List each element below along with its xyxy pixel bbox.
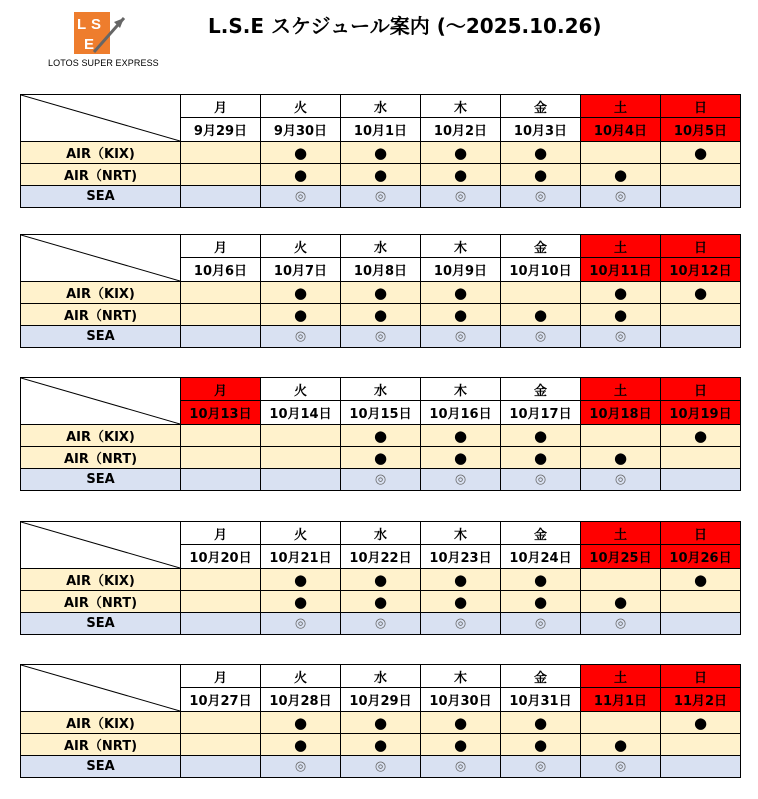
schedule-cell: ◎: [341, 469, 421, 491]
weekday-header: 日: [661, 378, 741, 401]
schedule-cell: ●: [501, 142, 581, 164]
schedule-cell: ●: [661, 282, 741, 304]
schedule-cell: ●: [261, 591, 341, 613]
date-header: 10月29日: [341, 688, 421, 712]
schedule-cell: ●: [341, 304, 421, 326]
schedule-cell: [661, 591, 741, 613]
schedule-cell: ●: [421, 304, 501, 326]
service-label: AIR（KIX): [21, 712, 181, 734]
schedule-cell: ●: [421, 734, 501, 756]
date-header: 10月16日: [421, 401, 501, 425]
schedule-cell: [661, 734, 741, 756]
schedule-table-week-1: [20, 94, 741, 208]
weekday-header: 水: [341, 665, 421, 688]
weekday-header: 金: [501, 95, 581, 118]
weekday-header: 月: [181, 95, 261, 118]
schedule-cell: ●: [421, 425, 501, 447]
weekday-header: 水: [341, 378, 421, 401]
schedule-cell: [181, 326, 261, 348]
schedule-cell: [581, 425, 661, 447]
weekday-header: 水: [341, 95, 421, 118]
weekday-header: 金: [501, 378, 581, 401]
weekday-header: 火: [261, 235, 341, 258]
date-header: 10月17日: [501, 401, 581, 425]
date-header: 10月18日: [581, 401, 661, 425]
schedule-cell: [181, 569, 261, 591]
weekday-header: 木: [421, 522, 501, 545]
date-header: 11月2日: [661, 688, 741, 712]
weekday-header: 木: [421, 235, 501, 258]
schedule-cell: [181, 186, 261, 208]
schedule-cell: ●: [421, 447, 501, 469]
service-label: AIR（NRT): [21, 447, 181, 469]
weekday-header: 月: [181, 235, 261, 258]
schedule-cell: ◎: [261, 326, 341, 348]
weekday-header: 日: [661, 665, 741, 688]
service-row: [21, 186, 741, 208]
schedule-cell: ◎: [261, 756, 341, 778]
schedule-cell: ◎: [341, 186, 421, 208]
date-header: 10月25日: [581, 545, 661, 569]
schedule-cell: ●: [421, 569, 501, 591]
date-header: 10月21日: [261, 545, 341, 569]
schedule-table-week-3: [20, 377, 741, 491]
date-header: 10月15日: [341, 401, 421, 425]
date-header: 10月11日: [581, 258, 661, 282]
date-header: 9月30日: [261, 118, 341, 142]
schedule-cell: ●: [261, 569, 341, 591]
schedule-cell: ●: [661, 425, 741, 447]
service-row: [21, 469, 741, 491]
schedule-cell: ●: [341, 734, 421, 756]
schedule-cell: [661, 304, 741, 326]
schedule-cell: ◎: [341, 756, 421, 778]
schedule-cell: ◎: [501, 186, 581, 208]
schedule-cell: ●: [581, 447, 661, 469]
weekday-header: 金: [501, 665, 581, 688]
schedule-cell: [181, 734, 261, 756]
schedule-cell: [661, 447, 741, 469]
weekday-header: 日: [661, 235, 741, 258]
date-header: 10月10日: [501, 258, 581, 282]
date-header: 10月20日: [181, 545, 261, 569]
service-row: [21, 326, 741, 348]
weekday-header: 火: [261, 522, 341, 545]
weekday-header: 日: [661, 95, 741, 118]
weekday-header: 木: [421, 95, 501, 118]
schedule-cell: ◎: [341, 326, 421, 348]
schedule-cell: ●: [501, 164, 581, 186]
corner-diagonal-cell: [21, 378, 181, 425]
schedule-cell: ●: [501, 569, 581, 591]
schedule-cell: ◎: [581, 756, 661, 778]
schedule-cell: ●: [261, 734, 341, 756]
schedule-cell: ●: [261, 304, 341, 326]
corner-diagonal-cell: [21, 235, 181, 282]
schedule-cell: ◎: [261, 186, 341, 208]
weekday-header: 日: [661, 522, 741, 545]
lse-logo-icon: [74, 12, 126, 54]
schedule-cell: ●: [341, 712, 421, 734]
schedule-cell: [261, 425, 341, 447]
date-header: 10月12日: [661, 258, 741, 282]
schedule-cell: [261, 469, 341, 491]
service-label: SEA: [21, 613, 181, 635]
schedule-cell: ◎: [581, 186, 661, 208]
schedule-cell: ◎: [581, 326, 661, 348]
service-row: [21, 734, 741, 756]
schedule-cell: ●: [341, 425, 421, 447]
date-header: 10月6日: [181, 258, 261, 282]
schedule-cell: ●: [661, 712, 741, 734]
schedule-cell: ◎: [421, 186, 501, 208]
schedule-cell: [181, 613, 261, 635]
weekday-header: 土: [581, 665, 661, 688]
date-header: 10月7日: [261, 258, 341, 282]
schedule-table-week-4: [20, 521, 741, 635]
weekday-header: 月: [181, 522, 261, 545]
corner-diagonal-cell: [21, 665, 181, 712]
date-header: 10月1日: [341, 118, 421, 142]
schedule-cell: ◎: [501, 613, 581, 635]
schedule-cell: ●: [501, 591, 581, 613]
date-header: 10月31日: [501, 688, 581, 712]
schedule-cell: ●: [341, 447, 421, 469]
schedule-table-week-5: [20, 664, 741, 778]
date-header: 10月8日: [341, 258, 421, 282]
schedule-cell: ●: [501, 304, 581, 326]
schedule-cell: [581, 569, 661, 591]
schedule-cell: ●: [421, 282, 501, 304]
schedule-cell: ◎: [421, 326, 501, 348]
date-header: 10月14日: [261, 401, 341, 425]
schedule-cell: ●: [581, 282, 661, 304]
schedule-cell: ●: [501, 447, 581, 469]
schedule-table-week-2: [20, 234, 741, 348]
date-header: 10月13日: [181, 401, 261, 425]
schedule-cell: ◎: [421, 756, 501, 778]
company-logo: [48, 12, 158, 72]
service-label: AIR（NRT): [21, 164, 181, 186]
schedule-cell: ●: [341, 591, 421, 613]
service-row: [21, 569, 741, 591]
schedule-cell: [181, 282, 261, 304]
weekday-header: 土: [581, 235, 661, 258]
date-header: 10月30日: [421, 688, 501, 712]
schedule-cell: ●: [581, 591, 661, 613]
service-label: SEA: [21, 756, 181, 778]
weekday-header: 金: [501, 235, 581, 258]
weekday-header: 火: [261, 665, 341, 688]
service-row: [21, 282, 741, 304]
schedule-cell: [181, 304, 261, 326]
date-header: 10月26日: [661, 545, 741, 569]
page-title: L.S.E スケジュール案内 (～2025.10.26): [208, 14, 602, 38]
schedule-cell: ●: [261, 712, 341, 734]
schedule-cell: ●: [421, 591, 501, 613]
schedule-cell: [181, 712, 261, 734]
schedule-cell: ●: [661, 142, 741, 164]
schedule-cell: [501, 282, 581, 304]
date-header: 10月4日: [581, 118, 661, 142]
schedule-cell: ◎: [501, 756, 581, 778]
service-row: [21, 142, 741, 164]
schedule-cell: ●: [341, 142, 421, 164]
schedule-cell: ◎: [421, 613, 501, 635]
schedule-cell: [181, 425, 261, 447]
schedule-cell: [661, 326, 741, 348]
weekday-header: 土: [581, 95, 661, 118]
schedule-cell: ●: [581, 164, 661, 186]
service-row: [21, 613, 741, 635]
service-label: AIR（KIX): [21, 142, 181, 164]
schedule-cell: ●: [421, 142, 501, 164]
schedule-cell: ●: [261, 164, 341, 186]
schedule-cell: [661, 613, 741, 635]
service-label: AIR（KIX): [21, 569, 181, 591]
svg-text:E: E: [84, 36, 95, 53]
schedule-cell: ◎: [501, 326, 581, 348]
service-label: AIR（NRT): [21, 734, 181, 756]
svg-text:S: S: [91, 16, 102, 33]
weekday-header: 木: [421, 378, 501, 401]
schedule-cell: [181, 164, 261, 186]
schedule-cell: [661, 186, 741, 208]
corner-diagonal-cell: [21, 95, 181, 142]
date-header: 10月22日: [341, 545, 421, 569]
schedule-cell: ◎: [581, 469, 661, 491]
schedule-cell: [181, 447, 261, 469]
schedule-cell: [181, 469, 261, 491]
schedule-cell: ●: [421, 712, 501, 734]
schedule-cell: ●: [501, 734, 581, 756]
schedule-cell: [661, 469, 741, 491]
schedule-cell: [581, 712, 661, 734]
date-header: 10月19日: [661, 401, 741, 425]
service-label: SEA: [21, 469, 181, 491]
schedule-cell: ◎: [501, 469, 581, 491]
date-header: 10月28日: [261, 688, 341, 712]
schedule-cell: ●: [421, 164, 501, 186]
schedule-cell: ●: [501, 712, 581, 734]
schedule-cell: ●: [661, 569, 741, 591]
weekday-header: 金: [501, 522, 581, 545]
schedule-cell: ◎: [421, 469, 501, 491]
service-row: [21, 425, 741, 447]
weekday-header: 月: [181, 378, 261, 401]
date-header: 10月2日: [421, 118, 501, 142]
schedule-cell: ◎: [261, 613, 341, 635]
date-header: 10月5日: [661, 118, 741, 142]
service-row: [21, 712, 741, 734]
schedule-cell: [261, 447, 341, 469]
weekday-header: 水: [341, 522, 421, 545]
weekday-header: 土: [581, 522, 661, 545]
date-header: 10月3日: [501, 118, 581, 142]
corner-diagonal-cell: [21, 522, 181, 569]
schedule-cell: ●: [341, 282, 421, 304]
schedule-cell: ●: [261, 282, 341, 304]
weekday-header: 月: [181, 665, 261, 688]
schedule-cell: ●: [341, 164, 421, 186]
weekday-header: 火: [261, 378, 341, 401]
service-row: [21, 447, 741, 469]
service-label: AIR（NRT): [21, 591, 181, 613]
service-label: AIR（KIX): [21, 425, 181, 447]
service-label: AIR（NRT): [21, 304, 181, 326]
date-header: 10月23日: [421, 545, 501, 569]
svg-text:L: L: [77, 16, 87, 33]
service-row: [21, 164, 741, 186]
schedule-cell: [181, 142, 261, 164]
weekday-header: 火: [261, 95, 341, 118]
date-header: 10月27日: [181, 688, 261, 712]
weekday-header: 土: [581, 378, 661, 401]
service-label: SEA: [21, 326, 181, 348]
schedule-cell: ●: [261, 142, 341, 164]
schedule-cell: ◎: [581, 613, 661, 635]
schedule-cell: [661, 164, 741, 186]
date-header: 11月1日: [581, 688, 661, 712]
schedule-cell: [181, 756, 261, 778]
date-header: 9月29日: [181, 118, 261, 142]
schedule-cell: [661, 756, 741, 778]
service-label: SEA: [21, 186, 181, 208]
schedule-cell: ●: [581, 734, 661, 756]
service-row: [21, 304, 741, 326]
schedule-cell: [181, 591, 261, 613]
service-row: [21, 591, 741, 613]
schedule-cell: ●: [581, 304, 661, 326]
schedule-cell: ◎: [341, 613, 421, 635]
service-label: AIR（KIX): [21, 282, 181, 304]
weekday-header: 木: [421, 665, 501, 688]
schedule-cell: ●: [501, 425, 581, 447]
date-header: 10月9日: [421, 258, 501, 282]
logo-company-name: LOTOS SUPER EXPRESS: [48, 58, 159, 68]
date-header: 10月24日: [501, 545, 581, 569]
service-row: [21, 756, 741, 778]
schedule-cell: [581, 142, 661, 164]
schedule-cell: ●: [341, 569, 421, 591]
weekday-header: 水: [341, 235, 421, 258]
